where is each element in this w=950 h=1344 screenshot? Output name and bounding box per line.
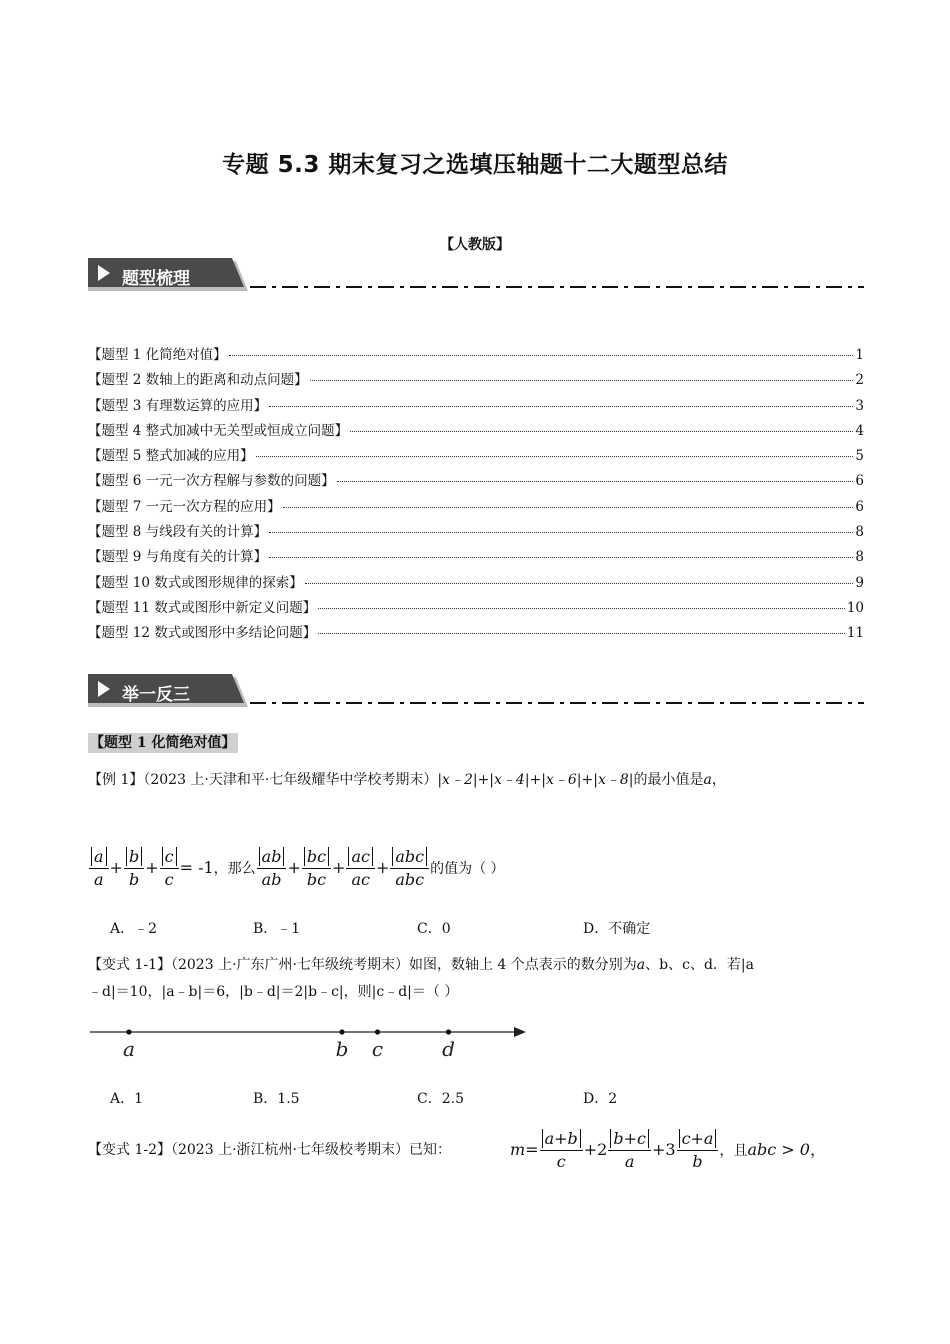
point-label-a: a — [123, 1037, 135, 1061]
toc-item[interactable]: 【题型 1 化简绝对值】 1 — [88, 347, 864, 363]
point-c — [375, 1029, 380, 1034]
toc-item[interactable]: 【题型 8 与线段有关的计算】 8 — [88, 524, 864, 541]
toc-item[interactable]: 【题型 10 数式或图形规律的探索】 9 — [88, 574, 864, 591]
toc-item[interactable]: 【题型 2 数轴上的距离和动点问题】 2 — [88, 372, 864, 389]
banner-examples — [88, 674, 864, 708]
point-a — [126, 1029, 131, 1034]
section-heading: 【题型 1 化简绝对值】 — [90, 735, 236, 751]
page-title: 专题 5.3 期末复习之选填压轴题十二大题型总结 — [222, 152, 728, 178]
variant-1-2-stem: 【变式 1-2】（2023 上·浙江杭州·七年级校考期末）已知： — [88, 1142, 451, 1158]
example-1-options — [110, 918, 810, 940]
table-of-contents — [88, 343, 864, 647]
option-d[interactable]: D．2 — [583, 1091, 618, 1107]
example-1-stem: 【例 1】（2023 上·天津和平·七年级耀华中学校考期末）|x﹣2|+|x﹣4|+|x﹣6|+|x﹣8|的最小值是a， — [88, 772, 726, 788]
toc-item[interactable]: 【题型 7 一元一次方程的应用】 6 — [88, 498, 864, 515]
option-b[interactable]: B．﹣1 — [253, 921, 301, 937]
variant-1-2-formula: m= $\frac{a+b}{c}$ +2 $\frac{b+c}{a}$ +3 $\frac{c+a}{b}$ ，且abc > 0， — [510, 1129, 826, 1171]
option-d[interactable]: D．不确定 — [583, 921, 651, 937]
toc-item[interactable]: 【题型 4 整式加减中无关型或恒成立问题】 4 — [88, 422, 864, 439]
banner-title: 举一反三 — [122, 685, 190, 705]
toc-item[interactable]: 【题型 11 数式或图形中新定义问题】 10 — [88, 599, 864, 616]
option-a[interactable]: A．1 — [110, 1091, 144, 1107]
toc-item[interactable]: 【题型 12 数式或图形中多结论问题】 11 — [88, 625, 864, 642]
toc-item[interactable]: 【题型 5 整式加减的应用】 5 — [88, 448, 864, 465]
example-1-condition: $\frac{a}{a}$ + $\frac{b}{b}$ + $\frac{c}{c}$ = -1，那么 $\frac{ab}{ab}$ + $\frac{bc}{bc}$ + $\frac{ac}{ac}$ + $\frac{\text{abc}}{\text{abc}}$ 的值为（ ） — [88, 846, 505, 891]
number-line-figure — [88, 1022, 528, 1064]
point-label-d: d — [442, 1037, 455, 1061]
toc-item[interactable]: 【题型 3 有理数运算的应用】 3 — [88, 397, 864, 414]
banner-shape — [88, 258, 864, 292]
toc-item[interactable]: 【题型 6 一元一次方程解与参数的问题】 6 — [88, 473, 864, 490]
point-d — [446, 1029, 451, 1034]
banner-topic-overview — [88, 258, 864, 292]
point-label-c: c — [371, 1037, 384, 1061]
point-b — [339, 1029, 344, 1034]
point-label-b: b — [335, 1037, 349, 1061]
banner-shape — [88, 674, 864, 708]
option-c[interactable]: C．0 — [417, 921, 451, 937]
option-a[interactable]: A．﹣2 — [110, 921, 158, 937]
variant-1-1-stem: 【变式 1-1】（2023 上·广东广州·七年级统考期末）如图，数轴上 4 个点表示的数分别为a、b、c、d．若|a ﹣d|＝10，|a﹣b|＝6，|b﹣d|＝2|b﹣c|，则|c﹣d|＝（ ） — [88, 957, 754, 1000]
option-b[interactable]: B．1.5 — [253, 1091, 300, 1107]
banner-title: 题型梳理 — [122, 269, 190, 289]
toc-item[interactable]: 【题型 9 与角度有关的计算】 8 — [88, 549, 864, 566]
edition-label: 【人教版】 — [440, 237, 510, 253]
option-c[interactable]: C．2.5 — [417, 1091, 464, 1107]
variant-1-1-options — [110, 1088, 810, 1110]
